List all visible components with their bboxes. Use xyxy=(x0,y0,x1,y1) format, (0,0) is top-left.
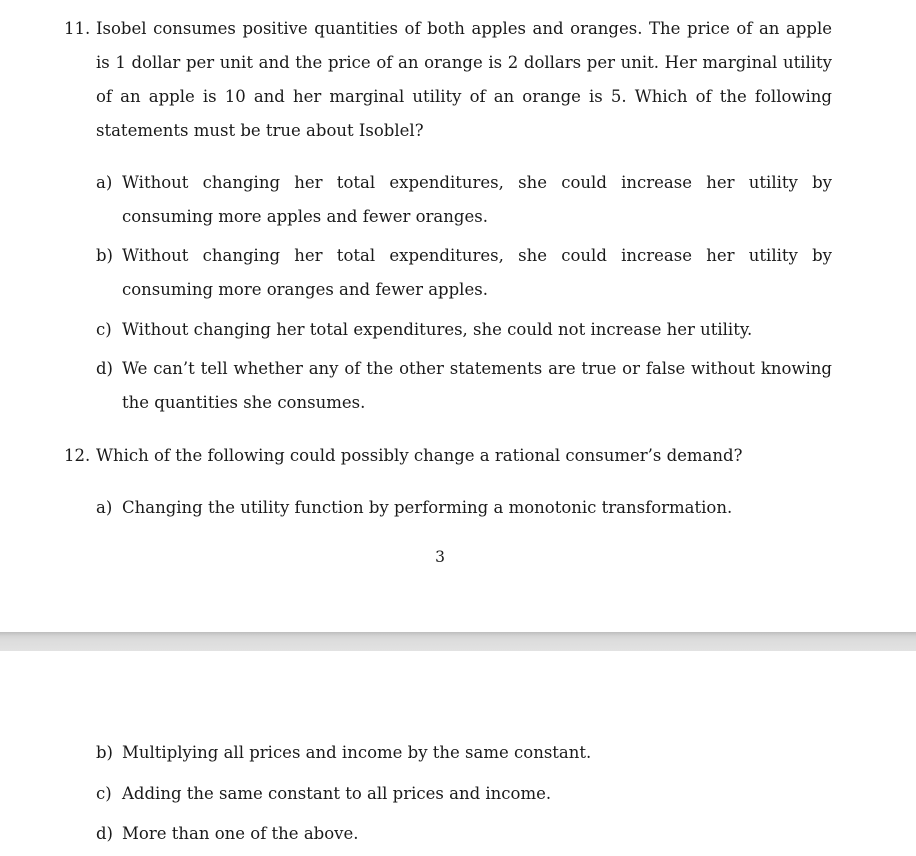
question-12-option-a xyxy=(96,491,832,525)
question-12-option-c xyxy=(96,777,832,811)
question-12-option-b xyxy=(96,736,832,770)
option-letter: b) xyxy=(96,246,113,265)
question-11-option-b xyxy=(96,239,832,307)
question-11-number: 11. xyxy=(64,19,91,38)
option-text: Without changing her total expenditures, she could not increase her utility. xyxy=(122,320,753,339)
question-11-option-a xyxy=(96,166,832,234)
option-letter: b) xyxy=(96,743,113,762)
option-text: Without changing her total expenditures, she could increase her utility by consuming more apples and fewer oranges. xyxy=(122,173,832,226)
option-text: Multiplying all prices and income by the same constant. xyxy=(122,743,592,762)
option-letter: c) xyxy=(96,784,112,803)
option-text: We can’t tell whether any of the other statements are true or false without knowing the quantities she consumes. xyxy=(122,359,832,412)
option-text: Without changing her total expenditures, she could increase her utility by consuming more oranges and fewer apples. xyxy=(122,246,832,299)
option-letter: d) xyxy=(96,824,113,843)
question-11-option-c xyxy=(96,313,832,347)
option-text: Adding the same constant to all prices and income. xyxy=(122,784,552,803)
question-12-text: Which of the following could possibly change a rational consumer’s demand? xyxy=(96,446,743,465)
page-number: 3 xyxy=(435,548,445,566)
question-11-text: Isobel consumes positive quantities of both apples and oranges. The price of an apple is 1 dollar per unit and the price of an orange is 2 dollars per unit. Her marginal utility of an apple is 10 and her marginal utility of an orange is 5. Which of the following statements must be true about Isoblel? xyxy=(96,19,832,140)
question-12-option-d xyxy=(96,817,832,851)
question-12-number: 12. xyxy=(64,446,91,465)
option-letter: a) xyxy=(96,173,113,192)
page-4 xyxy=(0,651,916,856)
question-11-option-d xyxy=(96,352,832,420)
page-separator xyxy=(0,632,916,651)
option-text: Changing the utility function by performing a monotonic transformation. xyxy=(122,498,733,517)
option-letter: d) xyxy=(96,359,113,378)
option-letter: c) xyxy=(96,320,112,339)
option-text: More than one of the above. xyxy=(122,824,359,843)
option-letter: a) xyxy=(96,498,113,517)
